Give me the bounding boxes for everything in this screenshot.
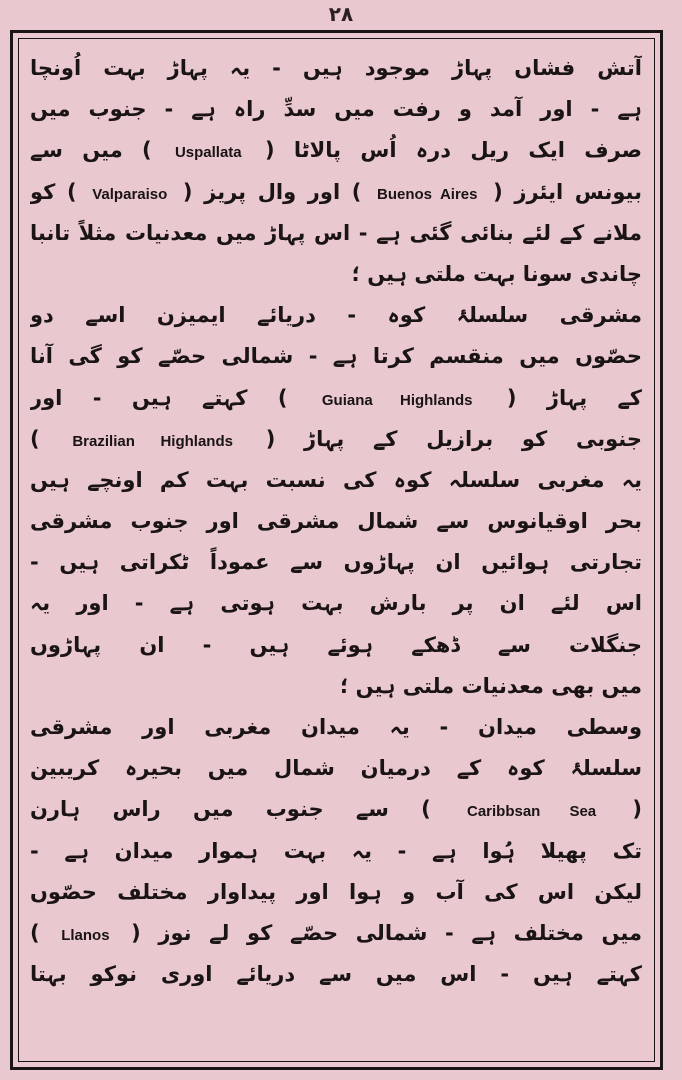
text-line: کہتے ہیں - اس میں سے دریائے اوری نوکو بہتا — [30, 962, 642, 987]
text-line: جنوبی کو برازیل کے پہاڑ ( Brazilian Highlands ) — [30, 426, 642, 451]
text-line: تک پھیلا ہُوا ہے - یہ بہت ہموار میدان ہے - — [30, 838, 642, 863]
text-line: ہے - اور آمد و رفت میں سدِّ راہ ہے - جنوب میں — [30, 97, 642, 122]
latin-term: Valparaiso — [92, 185, 168, 203]
text-line: چاندی سونا بہت ملتی ہیں ؛ — [351, 261, 642, 286]
latin-term: Uspallata — [174, 144, 242, 162]
text-line: آتش فشاں پہاڑ موجود ہیں - یہ پہاڑ بہت اُونچا — [30, 56, 642, 80]
latin-term: Brazilian Highlands — [72, 432, 233, 450]
text-line: ملانے کے لئے بنائی گئی ہے - اس پہاڑ میں معدنیات مثلاً تانبا — [30, 220, 642, 245]
text-line: حصّوں میں منقسم کرتا ہے - شمالی حصّے کو گی آنا — [30, 344, 642, 369]
text-line: میں مختلف ہے - شمالی حصّے کو لے نوز ( Llanos ) — [30, 920, 642, 945]
latin-term: Guiana Highlands — [321, 391, 473, 409]
text-line: لیکن اس کی آب و ہوا اور پیداوار مختلف حصّوں — [30, 879, 642, 904]
text-line: میں بھی معدنیات ملتی ہیں ؛ — [339, 673, 642, 698]
text-line: تجارتی ہوائیں ان پہاڑوں سے عموداً ٹکراتی ہیں - — [30, 550, 642, 575]
latin-term: Buenos Aires — [377, 185, 478, 203]
page-number: ۲۸ — [328, 2, 354, 26]
text-line: یہ مغربی سلسلہ کوہ کی نسبت بہت کم اونچے ہیں — [30, 467, 642, 492]
latin-term: Llanos — [61, 926, 110, 944]
text-line: مشرقی سلسلۂ کوہ - دریائے ایمیزن اسے دو — [30, 303, 642, 328]
text-line: اس لئے ان پر بارش بہت ہوتی ہے - اور یہ — [30, 591, 642, 616]
text-line: صرف ایک ریل درہ اُس پالاٹا ( Uspallata ) میں سے — [30, 138, 642, 163]
text-line: ( Caribbsan Sea ) سے جنوب میں راس ہارن — [30, 797, 642, 822]
latin-term: Caribbsan Sea — [466, 803, 597, 821]
text-body — [30, 48, 642, 995]
text-line: کے پہاڑ ( Guiana Highlands ) کہتے ہیں - اور — [30, 385, 642, 410]
text-line: وسطی میدان - یہ میدان مغربی اور مشرقی — [30, 715, 642, 739]
text-line: بیونس ایئرز ( Buenos Aires ) اور وال پریز ( Valparaiso ) کو — [30, 179, 642, 204]
text-line: بحر اوقیانوس سے شمال مشرقی اور جنوب مشرقی — [30, 509, 642, 534]
text-line: سلسلۂ کوہ کے درمیان شمال میں بحیرہ کریبین — [30, 756, 642, 781]
text-line: جنگلات سے ڈھکے ہوئے ہیں - ان پہاڑوں — [30, 632, 642, 657]
